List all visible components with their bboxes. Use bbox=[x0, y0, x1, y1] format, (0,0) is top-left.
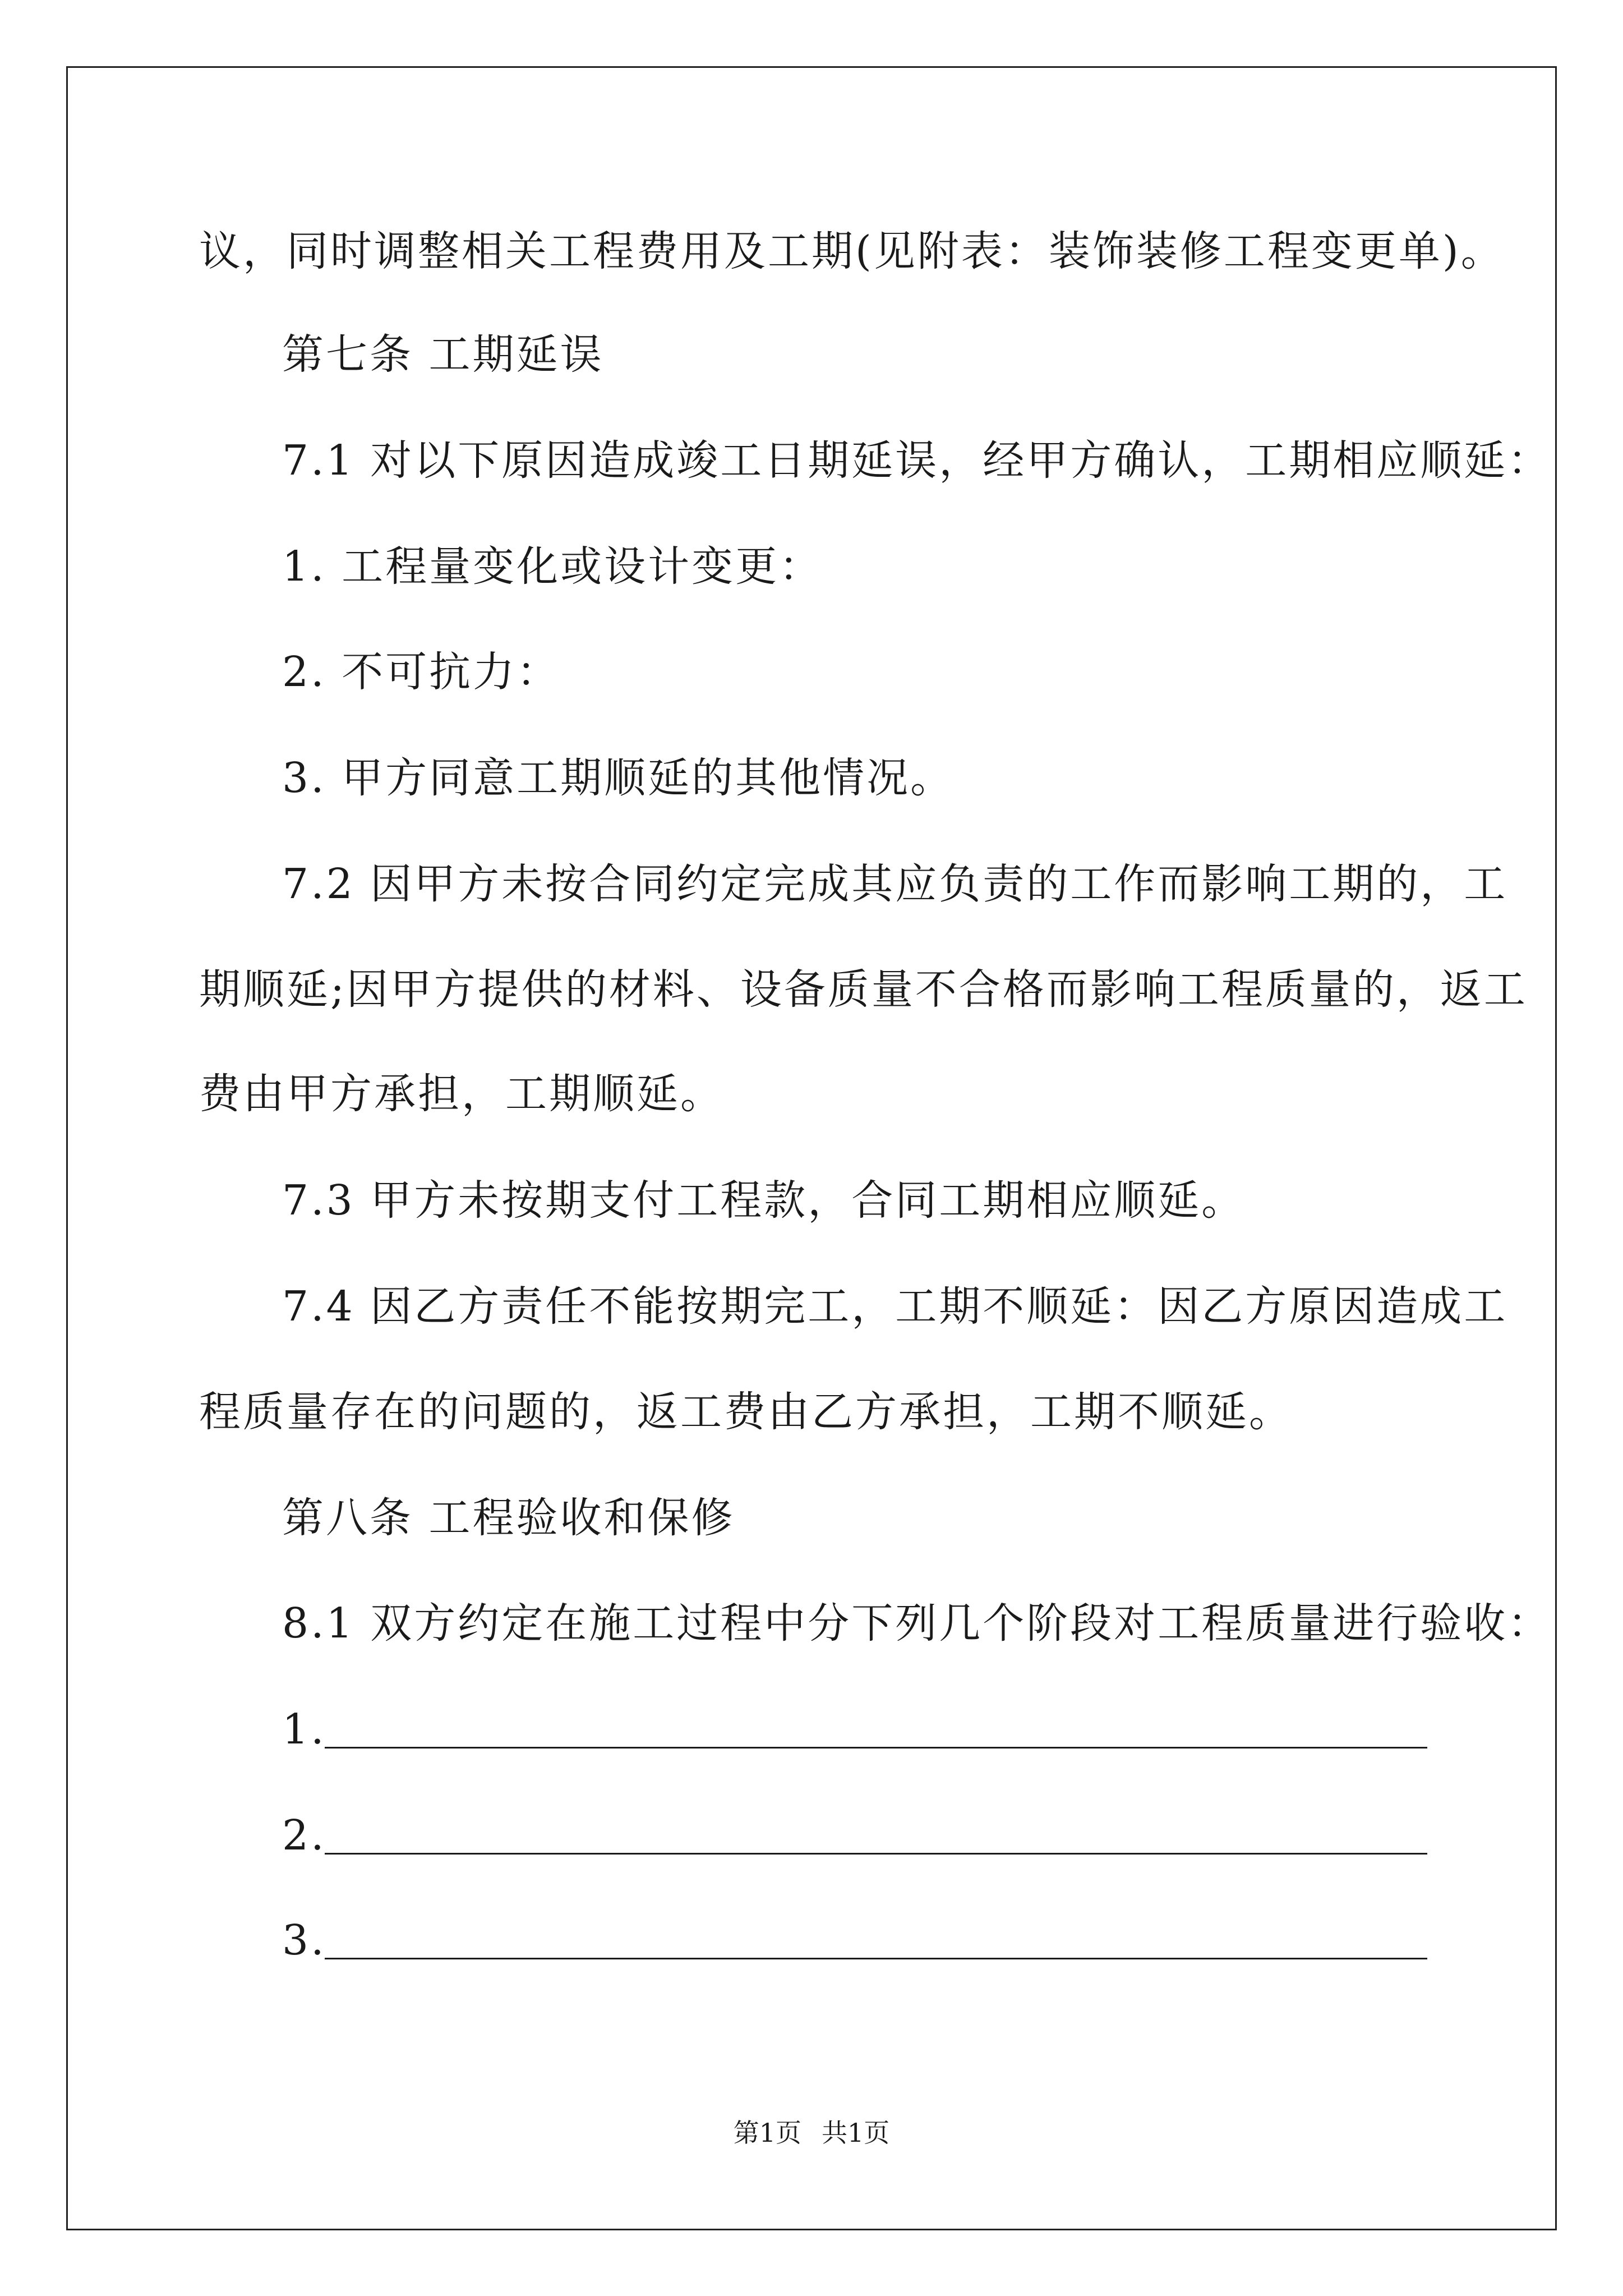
fill-in-underline bbox=[325, 1853, 1427, 1855]
blank-item-number: 3. bbox=[282, 1916, 326, 1964]
list-item-1: 1. 工程量变化或设计变更： bbox=[282, 542, 823, 591]
blank-line-item-3 bbox=[282, 1913, 1427, 1967]
clause-7-3: 7.3 甲方未按期支付工程款，合同工期相应顺延。 bbox=[282, 1176, 1246, 1225]
clause-7-4-line-1: 7.4 因乙方责任不能按期完工，工期不顺延：因乙方原因造成工 bbox=[282, 1282, 1508, 1331]
blank-item-number: 2. bbox=[282, 1811, 326, 1860]
list-item-3: 3. 甲方同意工期顺延的其他情况。 bbox=[282, 754, 955, 802]
page-number: 第1页 bbox=[733, 2118, 801, 2148]
paragraph-continuation: 议，同时调整相关工程费用及工期(见附表：装饰装修工程变更单)。 bbox=[199, 227, 1505, 275]
clause-7-2-line-2: 期顺延;因甲方提供的材料、设备质量不合格而影响工程质量的，返工 bbox=[199, 965, 1528, 1014]
page-border bbox=[66, 66, 1557, 2230]
clause-7-4-line-2: 程质量存在的问题的，返工费由乙方承担，工期不顺延。 bbox=[199, 1388, 1293, 1436]
clause-7-2-line-1: 7.2 因甲方未按合同约定完成其应负责的工作而影响工期的，工 bbox=[282, 860, 1508, 908]
article-7-heading: 第七条 工期延误 bbox=[282, 330, 604, 379]
blank-line-item-2 bbox=[282, 1809, 1427, 1862]
clause-8-1: 8.1 双方约定在施工过程中分下列几个阶段对工程质量进行验收： bbox=[282, 1599, 1552, 1648]
blank-line-item-1 bbox=[282, 1703, 1427, 1756]
article-8-heading: 第八条 工程验收和保修 bbox=[282, 1494, 735, 1542]
fill-in-underline bbox=[325, 1747, 1427, 1749]
blank-item-number: 1. bbox=[282, 1705, 326, 1754]
clause-7-2-line-3: 费由甲方承担，工期顺延。 bbox=[199, 1070, 724, 1118]
page-total: 共1页 bbox=[822, 2118, 890, 2148]
clause-7-1: 7.1 对以下原因造成竣工日期延误，经甲方确认，工期相应顺延： bbox=[282, 436, 1552, 485]
fill-in-underline bbox=[325, 1958, 1427, 1959]
list-item-2: 2. 不可抗力： bbox=[282, 648, 561, 696]
page-footer bbox=[0, 2113, 1623, 2150]
